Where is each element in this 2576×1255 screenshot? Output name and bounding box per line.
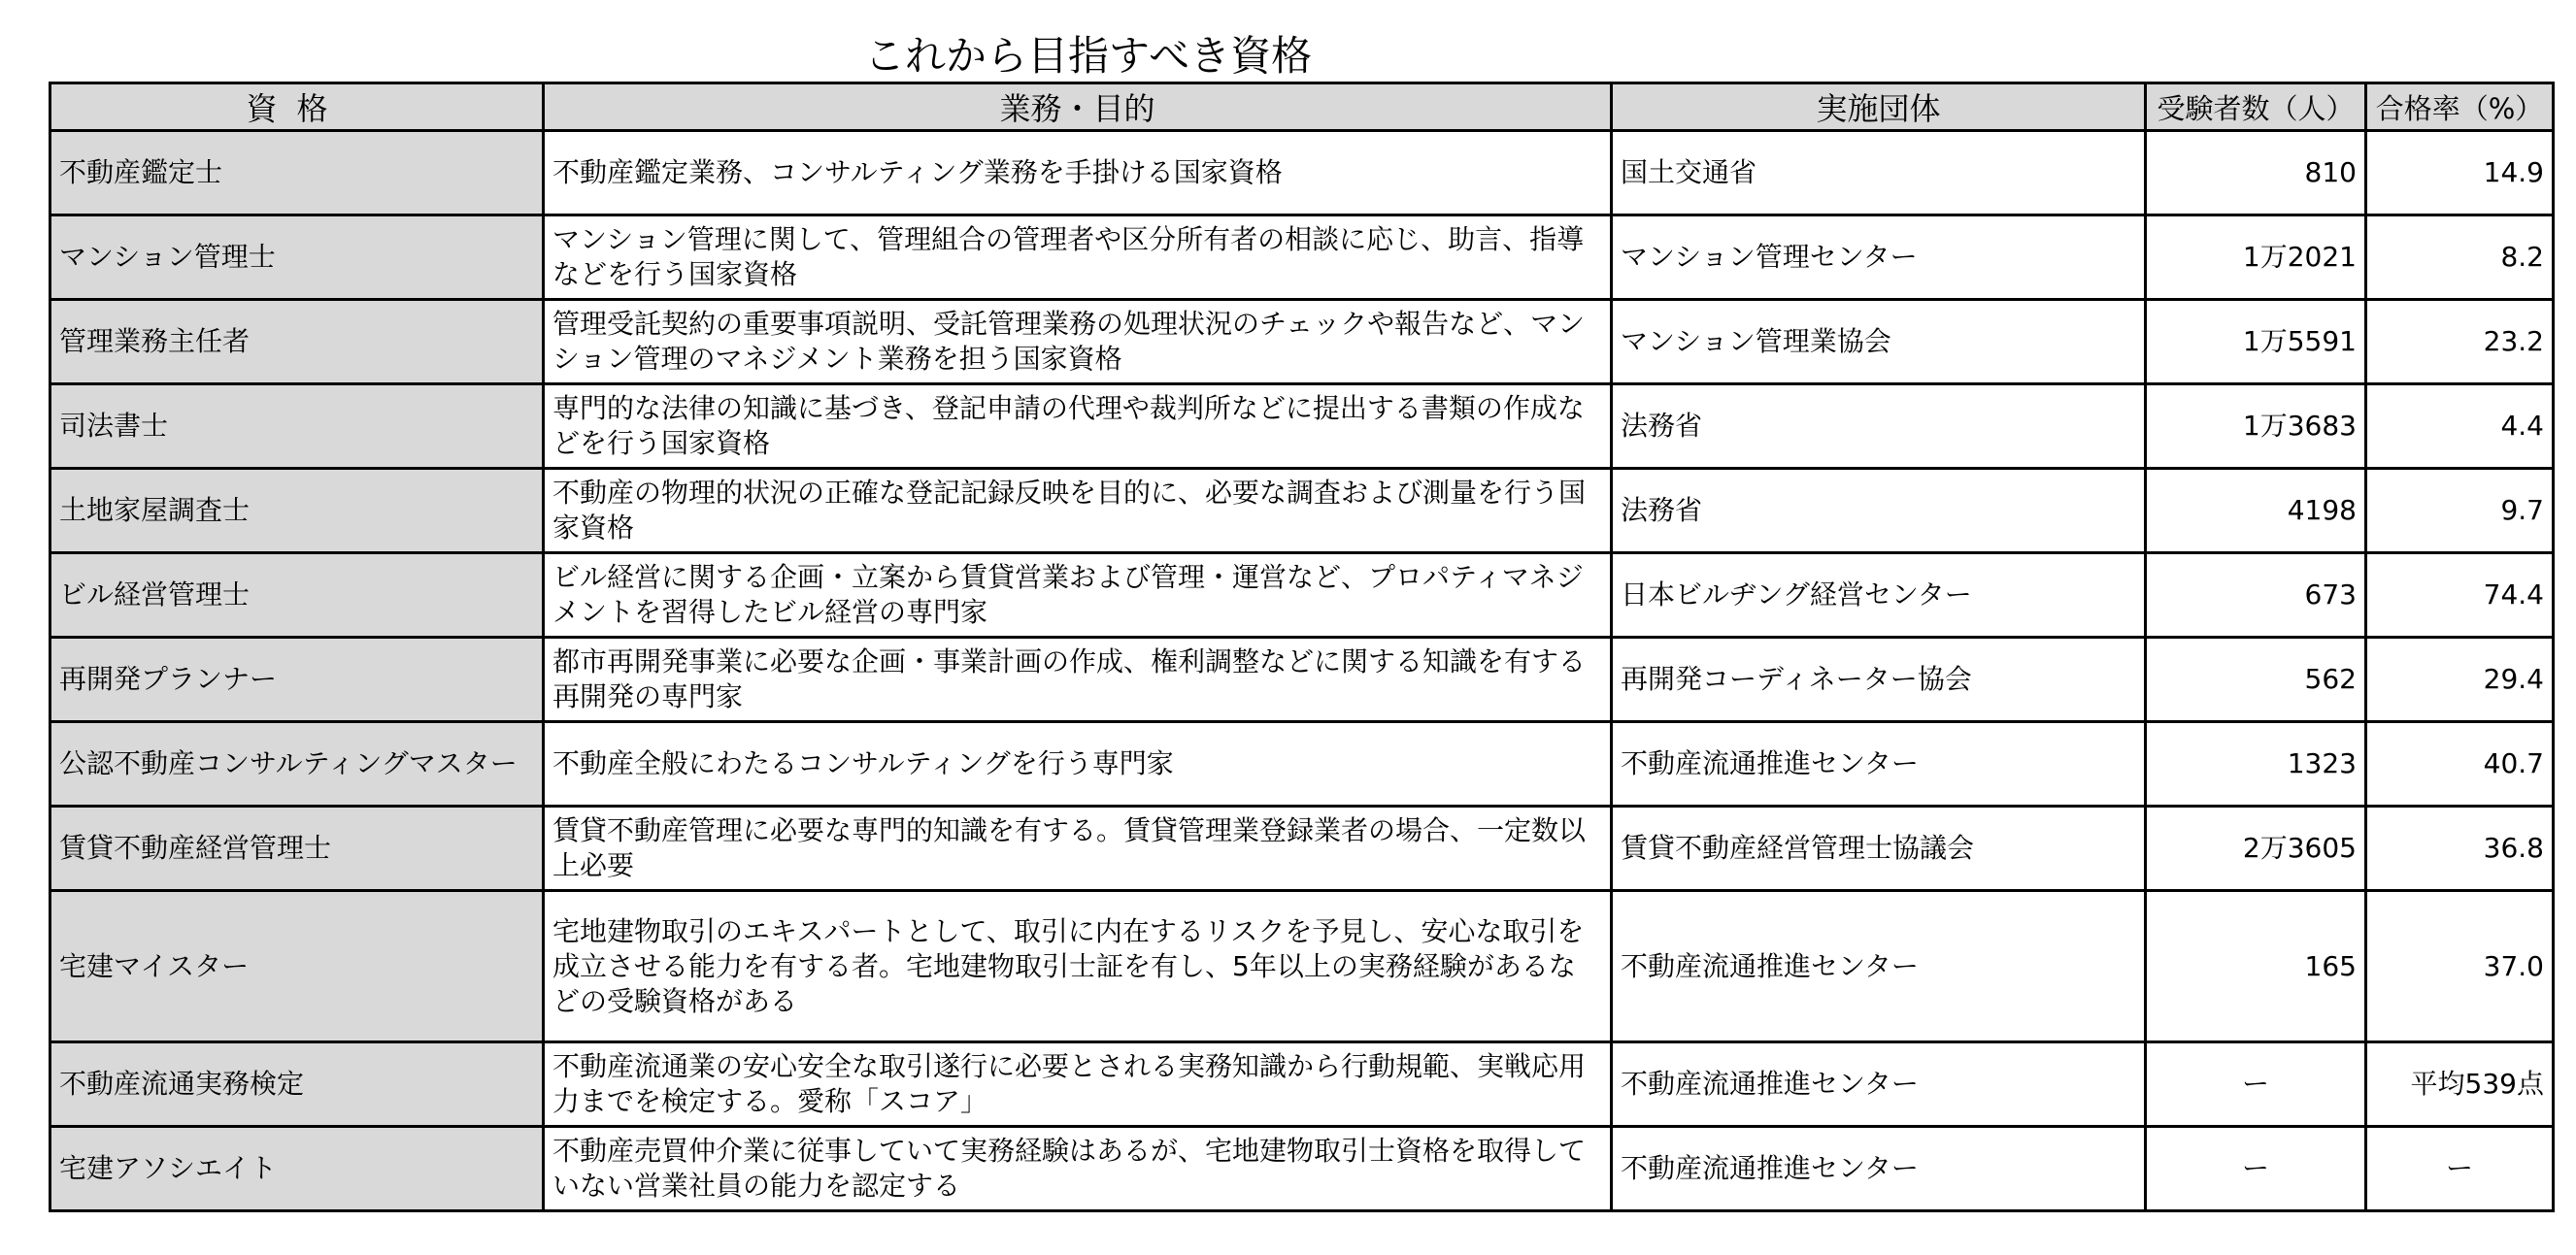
table-row xyxy=(50,131,2554,215)
table-row xyxy=(50,807,2554,891)
qualification-purpose: 不動産流通業の安心安全な取引遂行に必要とされる実務知識から行動規範、実戦応用力までを検定する。愛称「スコア」 xyxy=(544,1042,1612,1127)
examinee-count: 1万5591 xyxy=(2146,300,2366,384)
qualification-organization: マンション管理業協会 xyxy=(1612,300,2146,384)
table-row xyxy=(50,469,2554,553)
qualification-purpose: 不動産売買仲介業に従事していて実務経験はあるが、宅地建物取引士資格を取得していない営業社員の能力を認定する xyxy=(544,1127,1612,1211)
qualification-organization: 賃貸不動産経営管理士協議会 xyxy=(1612,807,2146,891)
pass-rate: 8.2 xyxy=(2366,215,2554,300)
qualifications-table xyxy=(49,82,2555,1212)
examinee-count: 2万3605 xyxy=(2146,807,2366,891)
qualification-purpose: 不動産鑑定業務、コンサルティング業務を手掛ける国家資格 xyxy=(544,131,1612,215)
pass-rate: 74.4 xyxy=(2366,553,2554,638)
qualification-organization: 国土交通省 xyxy=(1612,131,2146,215)
qualification-name: 管理業務主任者 xyxy=(50,300,544,384)
qualification-name: 宅建アソシエイト xyxy=(50,1127,544,1211)
qualification-name: 賃貸不動産経営管理士 xyxy=(50,807,544,891)
page-title: これから目指すべき資格 xyxy=(864,32,1313,80)
examinee-count: ー xyxy=(2146,1127,2366,1211)
qualification-purpose: 賃貸不動産管理に必要な専門的知識を有する。賃貸管理業登録業者の場合、一定数以上必要 xyxy=(544,807,1612,891)
header-purpose: 業務・目的 xyxy=(544,83,1612,131)
qualification-name: 司法書士 xyxy=(50,384,544,469)
table-row xyxy=(50,384,2554,469)
table-row xyxy=(50,300,2554,384)
table-row xyxy=(50,638,2554,722)
pass-rate: 23.2 xyxy=(2366,300,2554,384)
qualification-organization: 法務省 xyxy=(1612,384,2146,469)
qualification-purpose: ビル経営に関する企画・立案から賃貸営業および管理・運営など、プロパティマネジメントを習得したビル経営の専門家 xyxy=(544,553,1612,638)
qualification-purpose: 都市再開発事業に必要な企画・事業計画の作成、権利調整などに関する知識を有する再開発の専門家 xyxy=(544,638,1612,722)
pass-rate: 36.8 xyxy=(2366,807,2554,891)
pass-rate: 29.4 xyxy=(2366,638,2554,722)
qualification-name: 土地家屋調査士 xyxy=(50,469,544,553)
qualification-name: 不動産流通実務検定 xyxy=(50,1042,544,1127)
header-examinee-count: 受験者数（人） xyxy=(2146,83,2366,131)
examinee-count: 1万3683 xyxy=(2146,384,2366,469)
header-qualification: 資格 xyxy=(50,83,544,131)
table-row xyxy=(50,891,2554,1042)
examinee-count: 1万2021 xyxy=(2146,215,2366,300)
qualification-name: マンション管理士 xyxy=(50,215,544,300)
table-header-row xyxy=(50,83,2554,131)
examinee-count: 165 xyxy=(2146,891,2366,1042)
examinee-count: 810 xyxy=(2146,131,2366,215)
qualification-purpose: 宅地建物取引のエキスパートとして、取引に内在するリスクを予見し、安心な取引を成立させる能力を有する者。宅地建物取引士証を有し、5年以上の実務経験があるなどの受験資格がある xyxy=(544,891,1612,1042)
header-organization: 実施団体 xyxy=(1612,83,2146,131)
pass-rate: 14.9 xyxy=(2366,131,2554,215)
pass-rate: 4.4 xyxy=(2366,384,2554,469)
qualification-purpose: 不動産全般にわたるコンサルティングを行う専門家 xyxy=(544,722,1612,807)
qualification-organization: 不動産流通推進センター xyxy=(1612,722,2146,807)
qualification-organization: 再開発コーディネーター協会 xyxy=(1612,638,2146,722)
examinee-count: 4198 xyxy=(2146,469,2366,553)
header-pass-rate: 合格率（%） xyxy=(2366,83,2554,131)
qualification-name: 宅建マイスター xyxy=(50,891,544,1042)
qualification-name: 不動産鑑定士 xyxy=(50,131,544,215)
qualification-organization: 不動産流通推進センター xyxy=(1612,1042,2146,1127)
qualification-name: ビル経営管理士 xyxy=(50,553,544,638)
examinee-count: 1323 xyxy=(2146,722,2366,807)
qualification-purpose: マンション管理に関して、管理組合の管理者や区分所有者の相談に応じ、助言、指導などを行う国家資格 xyxy=(544,215,1612,300)
qualification-organization: 不動産流通推進センター xyxy=(1612,891,2146,1042)
examinee-count: ー xyxy=(2146,1042,2366,1127)
qualification-organization: 不動産流通推進センター xyxy=(1612,1127,2146,1211)
table-row xyxy=(50,215,2554,300)
pass-rate: 37.0 xyxy=(2366,891,2554,1042)
qualification-purpose: 管理受託契約の重要事項説明、受託管理業務の処理状況のチェックや報告など、マンション管理のマネジメント業務を担う国家資格 xyxy=(544,300,1612,384)
table-row xyxy=(50,1042,2554,1127)
qualification-purpose: 不動産の物理的状況の正確な登記記録反映を目的に、必要な調査および測量を行う国家資格 xyxy=(544,469,1612,553)
pass-rate: ー xyxy=(2366,1127,2554,1211)
pass-rate: 平均539点 xyxy=(2366,1042,2554,1127)
qualification-name: 公認不動産コンサルティングマスター xyxy=(50,722,544,807)
examinee-count: 673 xyxy=(2146,553,2366,638)
table-row xyxy=(50,1127,2554,1211)
table-row xyxy=(50,553,2554,638)
qualification-organization: マンション管理センター xyxy=(1612,215,2146,300)
pass-rate: 9.7 xyxy=(2366,469,2554,553)
table-row xyxy=(50,722,2554,807)
pass-rate: 40.7 xyxy=(2366,722,2554,807)
qualification-organization: 日本ビルヂング経営センター xyxy=(1612,553,2146,638)
qualification-name: 再開発プランナー xyxy=(50,638,544,722)
qualification-organization: 法務省 xyxy=(1612,469,2146,553)
qualification-purpose: 専門的な法律の知識に基づき、登記申請の代理や裁判所などに提出する書類の作成などを行う国家資格 xyxy=(544,384,1612,469)
examinee-count: 562 xyxy=(2146,638,2366,722)
